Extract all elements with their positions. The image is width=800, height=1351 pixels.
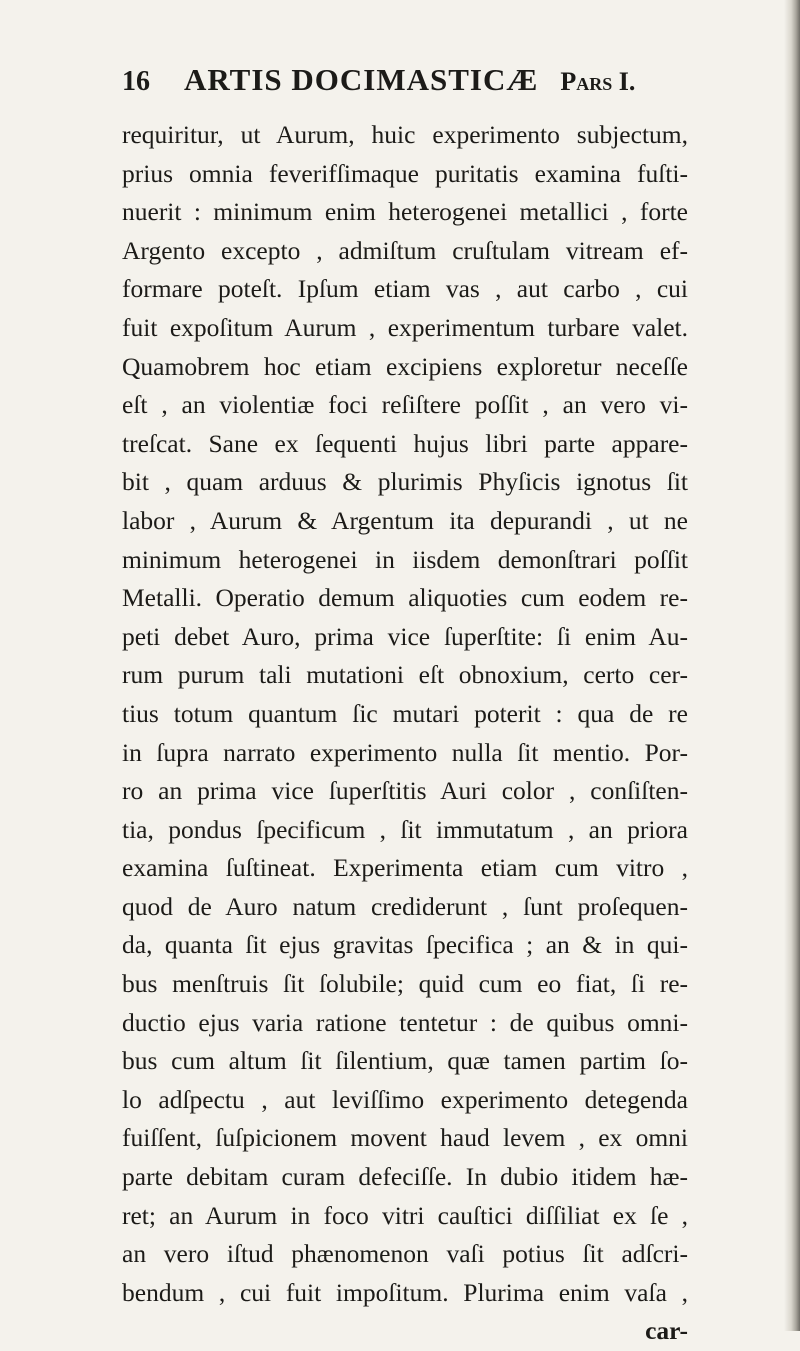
text-line: nuerit : minimum enim heterogenei metallici , forte xyxy=(122,197,688,227)
text-line: bendum , cui fuit impoſitum. Plurima enim vaſa , xyxy=(122,1277,688,1307)
text-line: fuiſſent, ſuſpicionem movent haud levem , ex omni xyxy=(122,1123,688,1153)
page-edge-shadow xyxy=(784,0,800,1331)
text-line: ductio ejus varia ratione tentetur : de quibus omni- xyxy=(122,1007,688,1037)
text-line: rum purum tali mutationi eſt obnoxium, certo cer- xyxy=(122,660,688,690)
text-line: Argento excepto , admiſtum cruſtulam vitream ef- xyxy=(122,235,688,265)
text-line: eſt , an violentiæ foci reſiſtere poſſit , an vero vi- xyxy=(122,390,688,420)
text-line: Metalli. Operatio demum aliquoties cum eodem re- xyxy=(122,583,688,613)
text-line: ret; an Aurum in foco vitri cauſtici diſſiliat ex ſe , xyxy=(122,1200,688,1230)
part-label: Pars I. xyxy=(560,67,636,96)
running-title: ARTIS DOCIMASTICÆ xyxy=(184,62,539,97)
body-text xyxy=(122,116,688,1351)
text-line: parte debitam curam defeciſſe. In dubio itidem hæ- xyxy=(122,1162,688,1192)
text-line: in ſupra narrato experimento nulla ſit mentio. Por- xyxy=(122,737,688,767)
text-line: fuit expoſitum Aurum , experimentum turbare valet. xyxy=(122,312,688,342)
text-line: tia, pondus ſpecificum , ſit immutatum , an priora xyxy=(122,814,688,844)
text-line: labor , Aurum & Argentum ita depurandi , ut ne xyxy=(122,505,688,535)
page-number: 16 xyxy=(122,66,150,97)
text-line: Quamobrem hoc etiam excipiens exploretur neceſſe xyxy=(122,351,688,381)
text-line: prius omnia feverifſimaque puritatis examina fuſti- xyxy=(122,158,688,188)
text-line: an vero iſtud phænomenon vaſi potius ſit adſcri- xyxy=(122,1239,688,1269)
text-line: da, quanta ſit ejus gravitas ſpecifica ; an & in qui- xyxy=(122,930,688,960)
text-line: minimum heterogenei in iisdem demonſtrari poſſit xyxy=(122,544,688,574)
text-line: tius totum quantum ſic mutari poterit : qua de re xyxy=(122,698,688,728)
text-line: examina ſuſtineat. Experimenta etiam cum vitro , xyxy=(122,853,688,883)
running-head xyxy=(122,62,682,102)
text-line: bit , quam arduus & plurimis Phyſicis ignotus ſit xyxy=(122,467,688,497)
catchword: car- xyxy=(645,1316,688,1346)
text-line: formare poteſt. Ipſum etiam vas , aut carbo , cui xyxy=(122,274,688,304)
text-line: ro an prima vice ſuperſtitis Auri color , conſiſten- xyxy=(122,776,688,806)
text-line: quod de Auro natum crediderunt , ſunt proſequen- xyxy=(122,891,688,921)
text-line: bus menſtruis ſit ſolubile; quid cum eo fiat, ſi re- xyxy=(122,969,688,999)
text-line: lo adſpectu , aut leviſſimo experimento detegenda xyxy=(122,1084,688,1114)
text-line: bus cum altum ſit ſilentium, quæ tamen partim ſo- xyxy=(122,1046,688,1076)
text-line: requiritur, ut Aurum, huic experimento subjectum, xyxy=(122,120,688,149)
text-line: treſcat. Sane ex ſequenti hujus libri parte appare- xyxy=(122,428,688,458)
text-line: peti debet Auro, prima vice ſuperſtite: ſi enim Au- xyxy=(122,621,688,651)
